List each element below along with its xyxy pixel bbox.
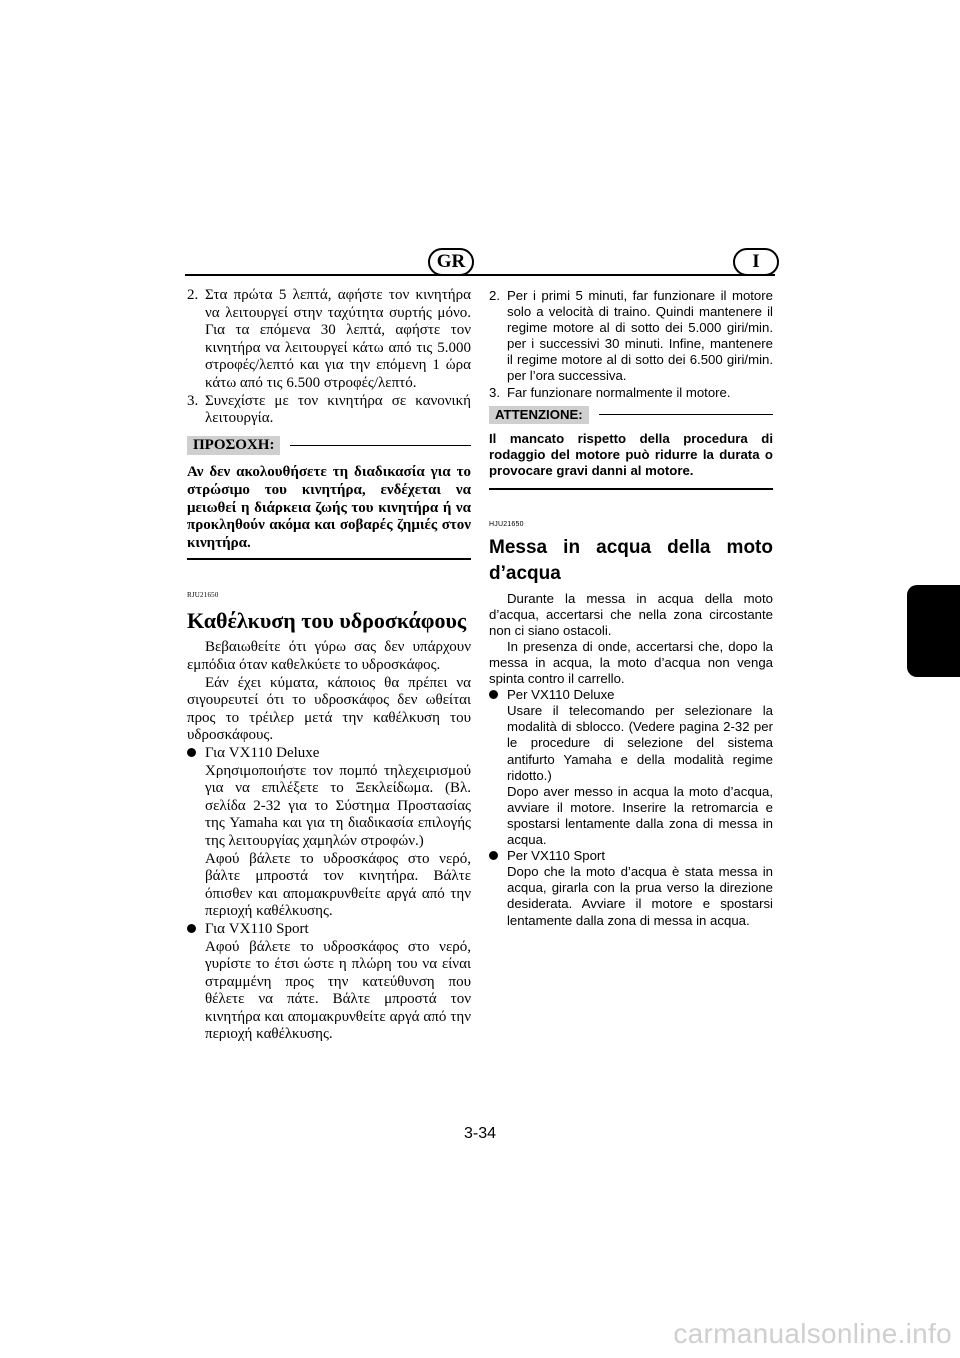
greek-column [187, 287, 471, 1044]
header-rule [185, 274, 775, 276]
section-title: Messa in acqua della moto d’acqua [489, 536, 773, 584]
item-number: 2. [187, 287, 199, 303]
bullet-text: Usare il telecomando per selezionare la modalità di sblocco. (Vedere pagina 2-32 per le procedure di selezione del sistema antifurto Yamaha e della modalità regime ridotto.) [507, 703, 773, 783]
watermark: carmanualsonline.info [673, 1318, 952, 1349]
italian-column [489, 288, 773, 929]
caution-bottom-rule [187, 558, 471, 560]
item-text: Per i primi 5 minuti, far funzionare il motore solo a velocità di traino. Quindi mantenere il regime motore al di sotto dei 5.000 giri/min. per i successivi 30 minuti. Infine, mantenere il regime motore al di sotto dei 6.500 giri/min. per l’ora successiva. [507, 288, 773, 384]
list-item [489, 385, 773, 401]
bullet-text: Dopo che la moto d’acqua è stata messa in acqua, girarla con la prua verso la direzione desiderata. Avviare il motore e spostarsi lentamente dalla zona di messa in acqua. [507, 864, 773, 928]
caution-bottom-rule [489, 488, 773, 490]
bullet-item [187, 745, 471, 921]
list-item [489, 288, 773, 385]
caution-label: ΠΡΟΣΟΧΗ: [187, 436, 280, 456]
bullet-title: Για VX110 Sport [205, 920, 309, 937]
bullet-item [187, 921, 471, 1044]
item-number: 3. [187, 392, 199, 409]
caution-rule [290, 445, 471, 447]
language-badge-i: I [733, 248, 779, 276]
bullet-title: Per VX110 Deluxe [507, 687, 615, 703]
caution-header [187, 436, 471, 456]
language-badge-gr: GR [428, 248, 474, 276]
item-number: 3. [489, 384, 500, 400]
bullet-text: Αφού βάλετε το υδροσκάφος στο νερό, γυρίστε το έτσι ώστε η πλώρη του να είναι στραμμένη προς την κατεύθυνση που θέλετε να πάτε. Βάλτε μπροστά τον κινητήρα και απομακρυνθείτε αργά από την περιοχή καθέλκυσης. [205, 938, 471, 1043]
list-item [187, 393, 471, 428]
bullet-icon [187, 924, 196, 933]
bullet-icon [489, 690, 498, 699]
paragraph: Βεβαιωθείτε ότι γύρω σας δεν υπάρχουν εμπόδια όταν καθελκύετε το υδροσκάφος. [187, 639, 471, 673]
section-code: HJU21650 [489, 520, 524, 528]
chapter-tab [907, 585, 960, 677]
bullet-item [489, 848, 773, 928]
section-code: RJU21650 [187, 590, 219, 599]
bullet-text: Χρησιμοποιήστε τον πομπό τηλεχειρισμού για να επιλέξετε το Ξεκλείδωμα. (Βλ. σελίδα 2-32 για το Σύστημα Προστασίας της Yamaha και για τη διαδικασία επιλογής της λειτουργίας χαμηλών στροφών.) [205, 762, 471, 849]
caution-label: ATTENZIONE: [489, 406, 589, 424]
caution-text: Αν δεν ακολουθήσετε τη διαδικασία για το στρώσιμο του κινητήρα, ενδέχεται να μειωθεί η διάρκεια ζωής του κινητήρα ή να προκληθούν ακόμα και σοβαρές ζημιές στον κινητήρα. [187, 464, 471, 551]
item-text: Far funzionare normalmente il motore. [507, 384, 731, 400]
bullet-item [489, 687, 773, 848]
item-number: 2. [489, 288, 500, 303]
caution-text: Il mancato rispetto della procedura di rodaggio del motore può ridurre la durata o provocare gravi danni al motore. [489, 430, 773, 478]
item-text: Συνεχίστε με τον κινητήρα σε κανονική λειτουργία. [205, 392, 471, 427]
bullet-icon [187, 748, 196, 757]
page-number: 3-34 [463, 1125, 497, 1142]
section-title: Καθέλκυση του υδροσκάφους [187, 608, 467, 634]
paragraph: In presenza di onde, accertarsi che, dopo la messa in acqua, la moto d’acqua non venga spinta contro il carrello. [489, 638, 773, 687]
caution-header [489, 406, 773, 424]
caution-rule [599, 414, 773, 416]
item-text: Στα πρώτα 5 λεπτά, αφήστε τον κινητήρα να λειτουργεί στην ταχύτητα συρτής μόνο. Για τα επόμενα 30 λεπτά, αφήστε τον κινητήρα να λειτουργεί κάτω από τις 5.000 στροφές/λεπτό και για την επόμενη 1 ώρα κάτω από τις 6.500 στροφές/λεπτό. [205, 287, 471, 391]
bullet-text: Αφού βάλετε το υδροσκάφος στο νερό, βάλτε μπροστά τον κινητήρα. Βάλτε όπισθεν και απομακρυνθείτε αργά από την περιοχή καθέλκυσης. [205, 850, 471, 920]
list-item [187, 287, 471, 393]
bullet-title: Για VX110 Deluxe [205, 744, 320, 761]
paragraph: Εάν έχει κύματα, κάποιος θα πρέπει να σιγουρευτεί ότι το υδροσκάφος δεν ωθείται προς το τρέιλερ μετά την καθέλκυση του υδροσκάφους. [187, 674, 471, 744]
bullet-icon [489, 851, 498, 860]
bullet-text: Dopo aver messo in acqua la moto d’acqua, avviare il motore. Inserire la retromarcia e spostarsi lentamente dalla zona di messa in acqua. [507, 783, 773, 848]
bullet-title: Per VX110 Sport [507, 848, 605, 864]
paragraph: Durante la messa in acqua della moto d’acqua, accertarsi che nella zona circostante non ci siano ostacoli. [489, 590, 773, 638]
